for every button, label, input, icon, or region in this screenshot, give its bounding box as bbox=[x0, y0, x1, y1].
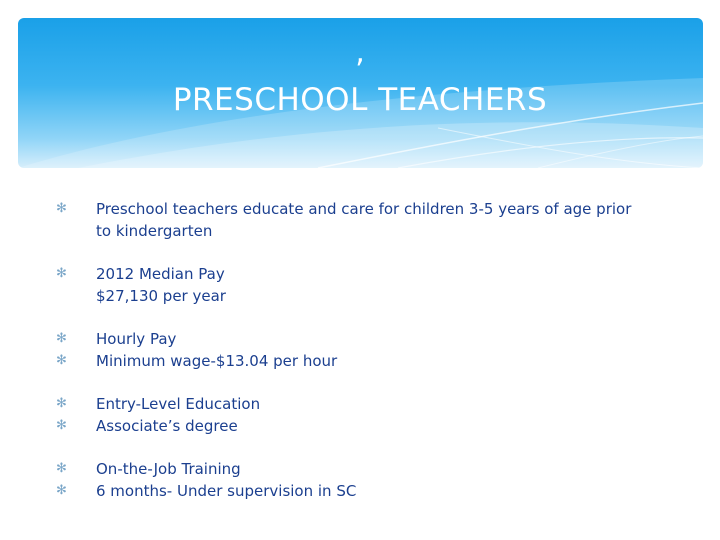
bullet-text: Hourly Pay bbox=[96, 330, 177, 348]
asterisk-bullet-icon: ✻ bbox=[56, 396, 67, 411]
bullet-group bbox=[56, 198, 676, 242]
bullet-group bbox=[56, 328, 676, 372]
asterisk-bullet-icon: ✻ bbox=[56, 331, 67, 346]
bullet-item bbox=[56, 480, 676, 502]
asterisk-bullet-icon: ✻ bbox=[56, 353, 67, 368]
asterisk-bullet-icon: ✻ bbox=[56, 461, 67, 476]
bullet-item bbox=[56, 328, 676, 350]
bullet-text: Preschool teachers educate and care for children 3-5 years of age prior bbox=[96, 200, 632, 218]
slide-title: PRESCHOOL TEACHERS bbox=[172, 82, 548, 118]
bullet-item bbox=[56, 415, 676, 437]
bullet-item bbox=[56, 350, 676, 372]
bullet-group bbox=[56, 458, 676, 502]
bullet-continuation bbox=[56, 285, 676, 307]
asterisk-bullet-icon: ✻ bbox=[56, 418, 67, 433]
bullet-text: 6 months- Under supervision in SC bbox=[96, 482, 357, 500]
bullet-text: to kindergarten bbox=[96, 222, 213, 240]
bullet-list bbox=[56, 198, 676, 523]
bullet-item bbox=[56, 198, 676, 220]
asterisk-bullet-icon: ✻ bbox=[56, 201, 67, 216]
bullet-text: Associate’s degree bbox=[96, 417, 238, 435]
title-prefix: , bbox=[355, 35, 365, 70]
bullet-continuation bbox=[56, 220, 676, 242]
bullet-text: Entry-Level Education bbox=[96, 395, 261, 413]
bullet-item bbox=[56, 263, 676, 285]
bullet-group bbox=[56, 263, 676, 307]
bullet-item bbox=[56, 393, 676, 415]
asterisk-bullet-icon: ✻ bbox=[56, 483, 67, 498]
bullet-text: $27,130 per year bbox=[96, 287, 226, 305]
bullet-text: On-the-Job Training bbox=[96, 460, 241, 478]
bullet-item bbox=[56, 458, 676, 480]
bullet-group bbox=[56, 393, 676, 437]
asterisk-bullet-icon: ✻ bbox=[56, 266, 67, 281]
bullet-text: 2012 Median Pay bbox=[96, 265, 225, 283]
bullet-text: Minimum wage-$13.04 per hour bbox=[96, 352, 338, 370]
